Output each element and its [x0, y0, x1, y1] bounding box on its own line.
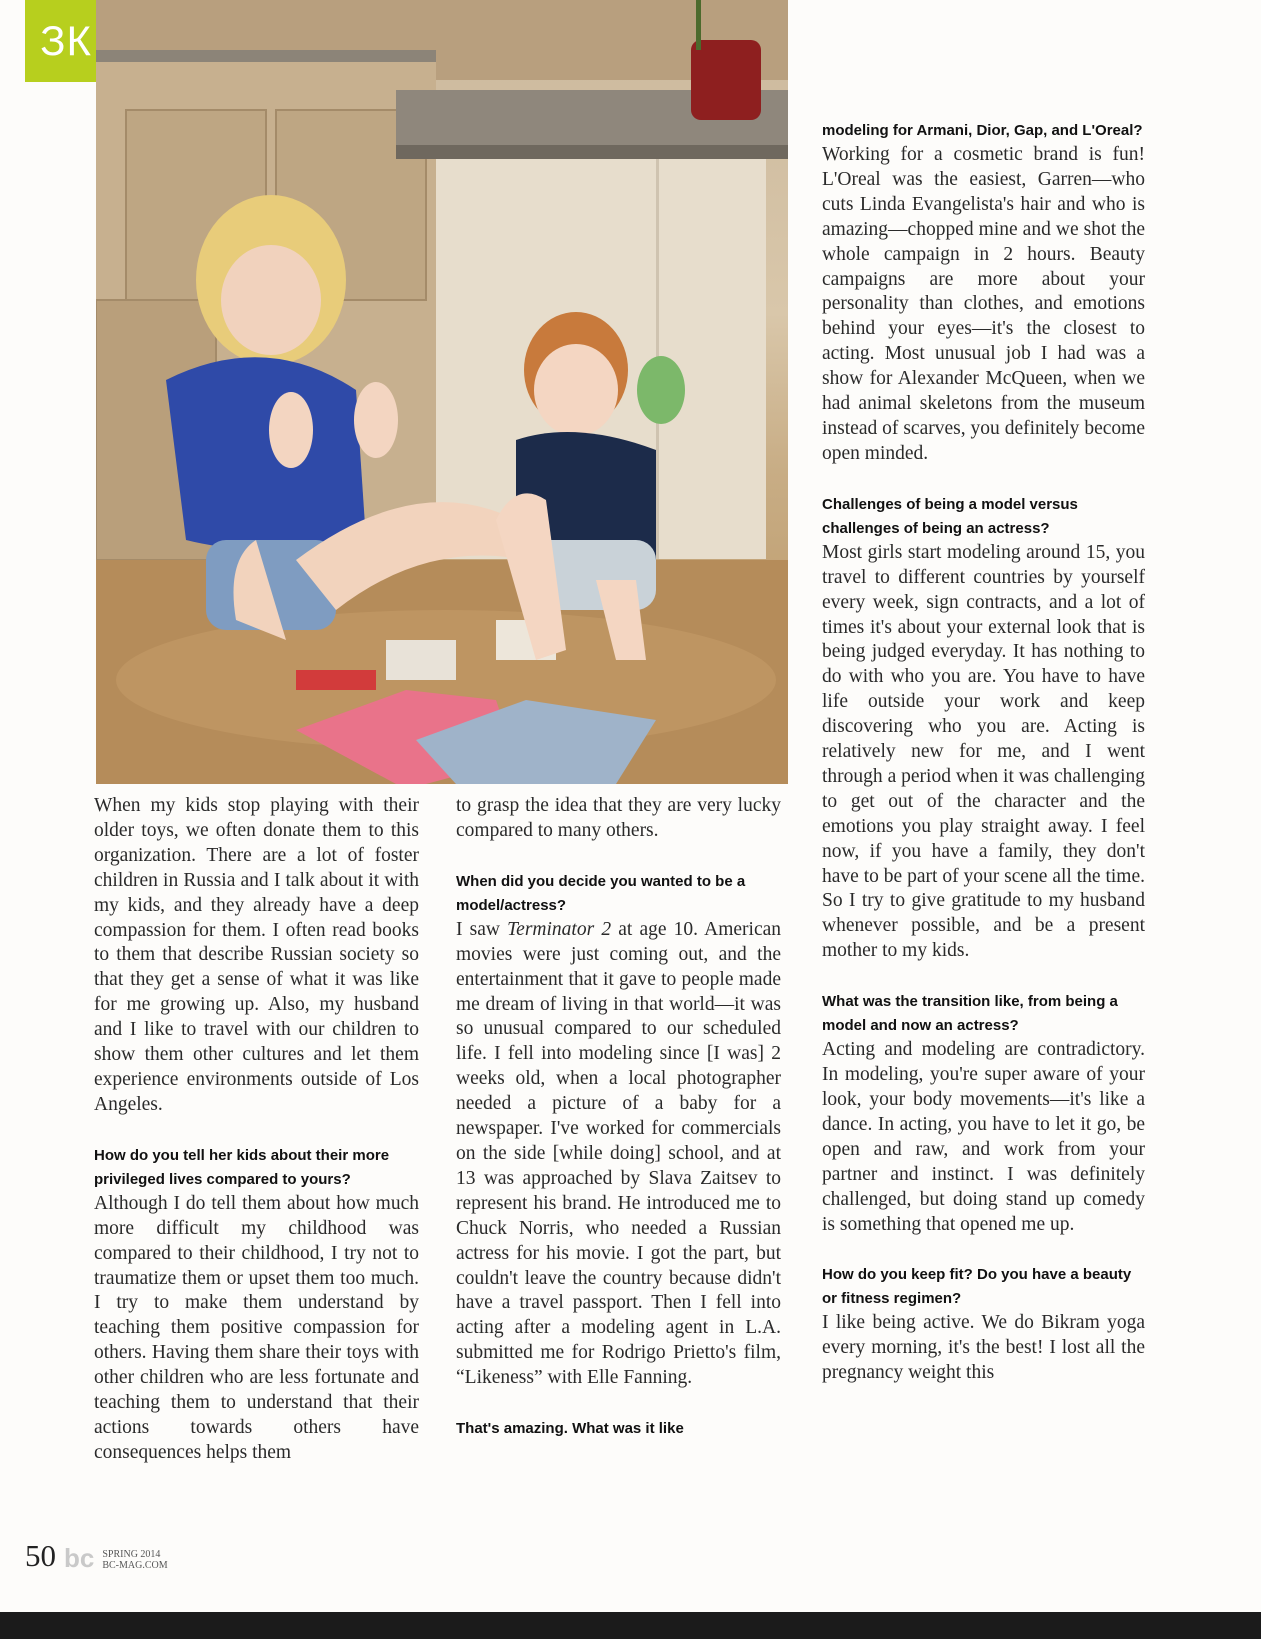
issue-date: SPRING 2014 — [102, 1549, 161, 1560]
body-paragraph: to grasp the idea that they are very lucky compared to many others. — [456, 795, 781, 841]
website: BC-MAG.COM — [102, 1560, 168, 1571]
answer-text-pre: I saw — [456, 918, 508, 940]
answer-text-post: at age 10. American movies were just coming out, and the entertainment that it gave to people made me dream of living in that world—it was so unusual compared to our scheduled life. I fell into modeling since [I was] 2 weeks old, when a local photographer needed a picture of a baby for a newspaper. I've worked for commercials on the side [while doing] school, and at 13 was approached by Slava Zaitsev to represent his brand. He introduced me to Chuck Norris, who needed a Russian actress for his movie. I got the part, but couldn't leave the country because didn't have a travel passport. Then I fell into acting after a modeling agent in L.A. submitted me for Rodrigo Prietto's film, “Likeness” with Elle Fanning. — [456, 918, 782, 1389]
answer-paragraph: Although I do tell them about how much more difficult my childhood was compared to their childhood, I try not to traumatize them or upset them too much. I try to make them understand by teaching them positive compassion for others. Having them share their toys with other children who are less fortunate and teaching them to understand that their actions towards others have consequences helps them — [94, 1192, 419, 1463]
question-heading: modeling for Armani, Dior, Gap, and L'Oreal? — [822, 122, 1143, 139]
page-footer — [25, 1540, 168, 1571]
article-column-1 — [94, 794, 419, 1466]
article-column-2 — [456, 794, 781, 1441]
scan-edge — [0, 1612, 1261, 1639]
page-number: 50 — [25, 1538, 56, 1573]
answer-paragraph: I like being active. We do Bikram yoga every morning, it's the best! I lost all the pregnancy weight this — [822, 1312, 1145, 1384]
question-heading: How do you keep fit? Do you have a beauty or fitness regimen? — [822, 1266, 1132, 1308]
article-column-3 — [822, 119, 1145, 1386]
section-badge-label: ЗК — [40, 17, 92, 64]
issue-info — [102, 1549, 167, 1571]
answer-paragraph: Acting and modeling are contradictory. In modeling, you're super aware of your look, your body movements—it's like a dance. In acting, you have to let it go, be open and raw, and work from your partner and instinct. I was definitely challenged, but doing stand up comedy is something that opened me up. — [822, 1039, 1145, 1235]
question-heading: What was the transition like, from being a model and now an actress? — [822, 993, 1118, 1035]
body-paragraph: When my kids stop playing with their older toys, we often donate them to this organization. There are a lot of foster children in Russia and I talk about it with my kids, and they already have a deep compassion for them. I often read books to them that describe Russian society so that they get a sense of what it was like for me growing up. Also, my husband and I like to travel with our children to show them other cultures and let them experience environments outside of Los Angeles. — [94, 795, 419, 1115]
section-badge — [25, 0, 107, 82]
question-heading: How do you tell her kids about their more privileged lives compared to yours? — [94, 1146, 390, 1188]
question-heading: That's amazing. What was it like — [456, 1420, 684, 1438]
feature-photo-illustration — [96, 0, 788, 784]
feature-photo — [96, 0, 788, 784]
magazine-logo: bc — [64, 1543, 95, 1573]
question-heading: When did you decide you wanted to be a model/actress? — [456, 872, 746, 914]
answer-paragraph: Working for a cosmetic brand is fun! L'Oreal was the easiest, Garren—who cuts Linda Evangelista's hair and who is amazing—chopped mine and we shot the whole campaign in 2 hours. Beauty campaigns are more about your personality than clothes, and emotions behind your eyes—it's the closest to acting. Most unusual job I had was a show for Alexander McQueen, when we had animal skeletons from the museum instead of scarves, you definitely become open minded. — [822, 144, 1145, 464]
answer-paragraph — [456, 918, 781, 1391]
film-title: Terminator 2 — [507, 918, 612, 940]
answer-paragraph: Most girls start modeling around 15, you travel to different countries by yourself every week, sign contracts, and a lot of times it's about your external look that is being judged everyday. It has nothing to do with who you are. You have to have life outside your work and keep discovering who you are. Acting is relatively new for me, and I went through a period when it was challenging to get out of the character and the emotions you play straight away. I feel now, if you have a family, they don't have to be part of your scene all the time. So I try to give gratitude to my husband whenever possible, and be a present mother to my kids. — [822, 541, 1145, 962]
question-heading: Challenges of being a model versus challenges of being an actress? — [822, 495, 1078, 537]
